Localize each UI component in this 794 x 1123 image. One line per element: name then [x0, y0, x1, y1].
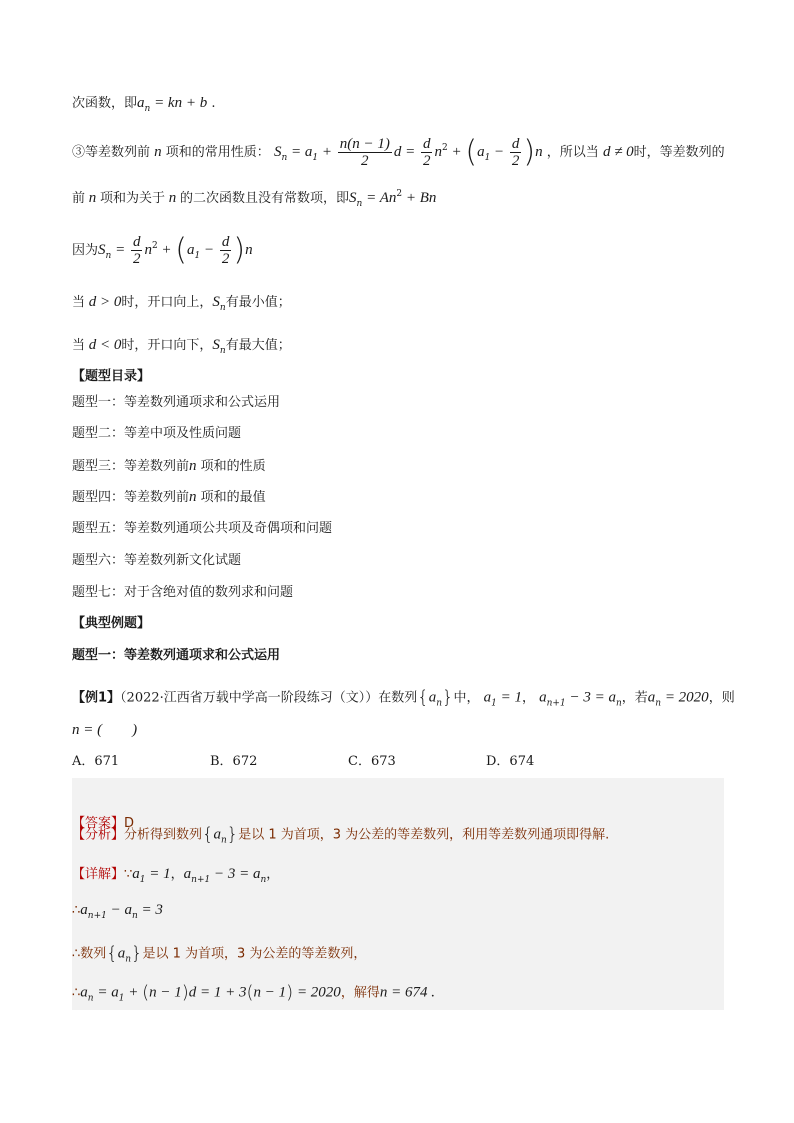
example-1-line: 【例1】（2022·江西省万载中学高一阶段练习（文））在数列$\{a_n\}$中， $a_1 = 1$， $a_{n+1} - 3 = a_n$，若$a_n = 2020$，则	[72, 687, 735, 709]
toc-item-3: 题型三：等差数列前n 项和的性质	[72, 458, 266, 474]
option-b: B．672	[210, 754, 258, 769]
toc-item-5: 题型五：等差数列通项公共项及奇偶项和问题	[72, 521, 333, 536]
detail-line-3: ∴数列$\{a_n\}$是以 1 为首项，3 为公差的等差数列，	[72, 943, 367, 965]
because-line: 因为$S_n$ = $\frac{d}{2}$ $n^2 + (a_1$ − $\frac{d}{2}$ )n	[72, 232, 253, 268]
toc-heading: 【题型目录】	[72, 369, 151, 384]
detail-line-2: $\therefore a_{n+1} - a_n = 3$	[72, 902, 163, 921]
intro-line-1: 次函数，即$a_n$ = kn + b .	[72, 95, 216, 114]
toc-item-6: 题型六：等差数列新文化试题	[72, 553, 242, 568]
case-positive-line: 当 d > 0时，开口向上，$S_n$有最小值；	[72, 294, 291, 313]
intro-line-3: 前 n 项和为关于 n 的二次函数且没有常数项，即$S_n = An^2 + Bn$	[72, 189, 437, 209]
toc-item-2: 题型二：等差中项及性质问题	[72, 426, 242, 441]
examples-heading: 【典型例题】	[72, 616, 151, 631]
section-title: 题型一：等差数列通项求和公式运用	[72, 648, 281, 663]
example-1-question: n = ( )	[72, 722, 138, 738]
option-a: A．671	[72, 754, 120, 769]
option-c: C．673	[348, 754, 396, 769]
option-d: D．674	[486, 754, 535, 769]
answer-line: 【答案】D	[72, 816, 135, 831]
toc-item-7: 题型七：对于含绝对值的数列求和问题	[72, 585, 294, 600]
toc-item-4: 题型四：等差数列前n 项和的最值	[72, 489, 266, 505]
intro-text: 次函数，即	[72, 96, 138, 111]
case-negative-line: 当 d < 0时，开口向下，$S_n$有最大值；	[72, 337, 291, 356]
detail-line-1: 【详解】$\because a_1 = 1$，$a_{n+1} - 3 = a_n$，	[72, 866, 280, 885]
answer-block	[72, 778, 724, 1010]
detail-line-4: $\therefore a_n = a_1 + (n - 1)d = 1 + 3(n - 1) = 2020$，解得n = 674 .	[72, 982, 435, 1004]
toc-item-1: 题型一：等差数列通项求和公式运用	[72, 395, 281, 410]
property-3-line: ③等差数列前 n 项和的常用性质： $S_n = a_1$ + $\frac{n(n - 1)}{2}$ d = $\frac{d}{2}$ $n^2 + (a_1$ − $\frac{d}{2}$ )n ，所以当 d ≠ 0时，等差数列的	[72, 134, 725, 170]
analysis-text-line: 【分析】分析得到数列$\{a_n\}$是以 1 为首项，3 为公差的等差数列，利用等差数列通项即得解.	[72, 824, 610, 846]
